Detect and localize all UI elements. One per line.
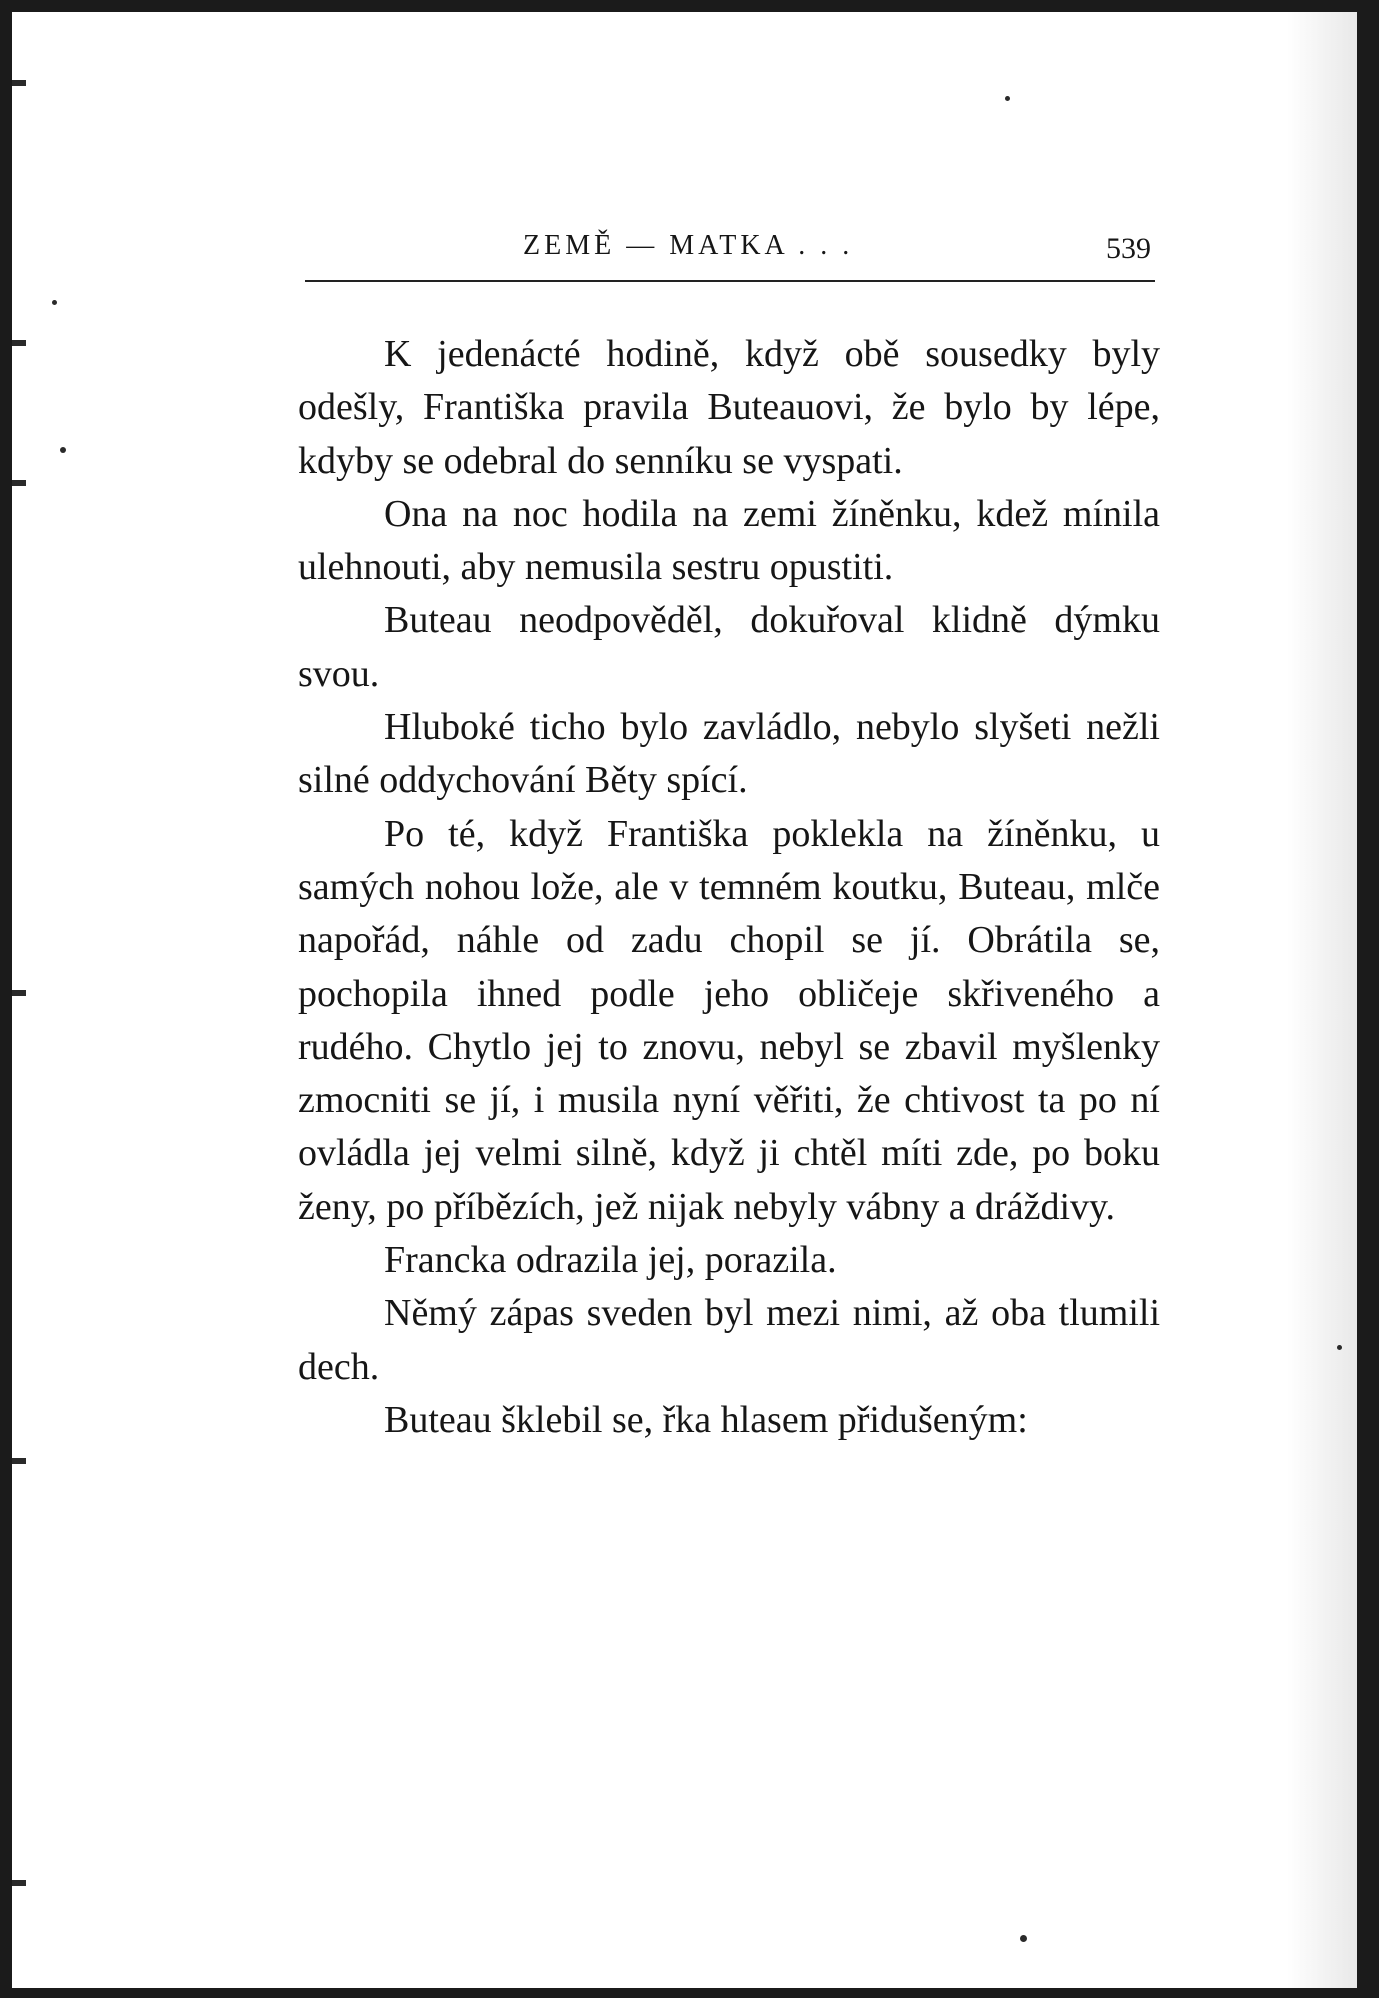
page-header [305, 222, 1155, 282]
paragraph: Francka odrazila jej, porazila. [384, 1239, 837, 1282]
dust-speck [52, 300, 57, 305]
paragraph: Hluboké ticho bylo zavládlo, nebylo slyšeti nežli silné oddychování Běty spící. [298, 706, 1160, 802]
paragraph: Němý zápas sveden byl mezi nimi, až oba tlumili dech. [298, 1292, 1160, 1388]
body-text [298, 328, 1160, 1447]
dust-speck [1005, 96, 1010, 101]
page-shadow [1287, 12, 1357, 1988]
paragraph: Buteau šklebil se, řka hlasem přidušeným: [384, 1398, 1028, 1441]
dust-speck [60, 447, 66, 453]
paragraph: Ona na noc hodila na zemi žíněnku, kdež mínila ulehnouti, aby nemusila sestru opustiti. [298, 492, 1160, 589]
dust-speck [1337, 1345, 1342, 1350]
paragraph: Po té, když Františka poklekla na žíněnku, u samých nohou lože, ale v temném koutku, Buteau, mlče napořád, náhle od zadu chopil se jí. Obrátila se, pochopila ihned podle jeho obličeje skřiveného a rudého. Chytlo jej to znovu, nebyl se zbavil myšlenky zmocniti se jí, i musila nyní věřiti, že chtivost ta po ní ovládla jej velmi silně, když ji chtěl míti zde, po boku ženy, po příbězích, jež nijak nebyly vábny a dráždivy. [298, 812, 1160, 1228]
paragraph: Buteau neodpověděl, dokuřoval klidně dýmku svou. [298, 599, 1160, 695]
page-number: 539 [1106, 232, 1151, 265]
running-title: ZEMĚ — MATKA . . . [523, 230, 854, 261]
dust-speck [1020, 1935, 1027, 1942]
paragraph: K jedenácté hodině, když obě sousedky byly odešly, Františka pravila Buteauovi, že bylo by lépe, kdyby se odebral do senníku se vyspati. [298, 333, 1160, 482]
